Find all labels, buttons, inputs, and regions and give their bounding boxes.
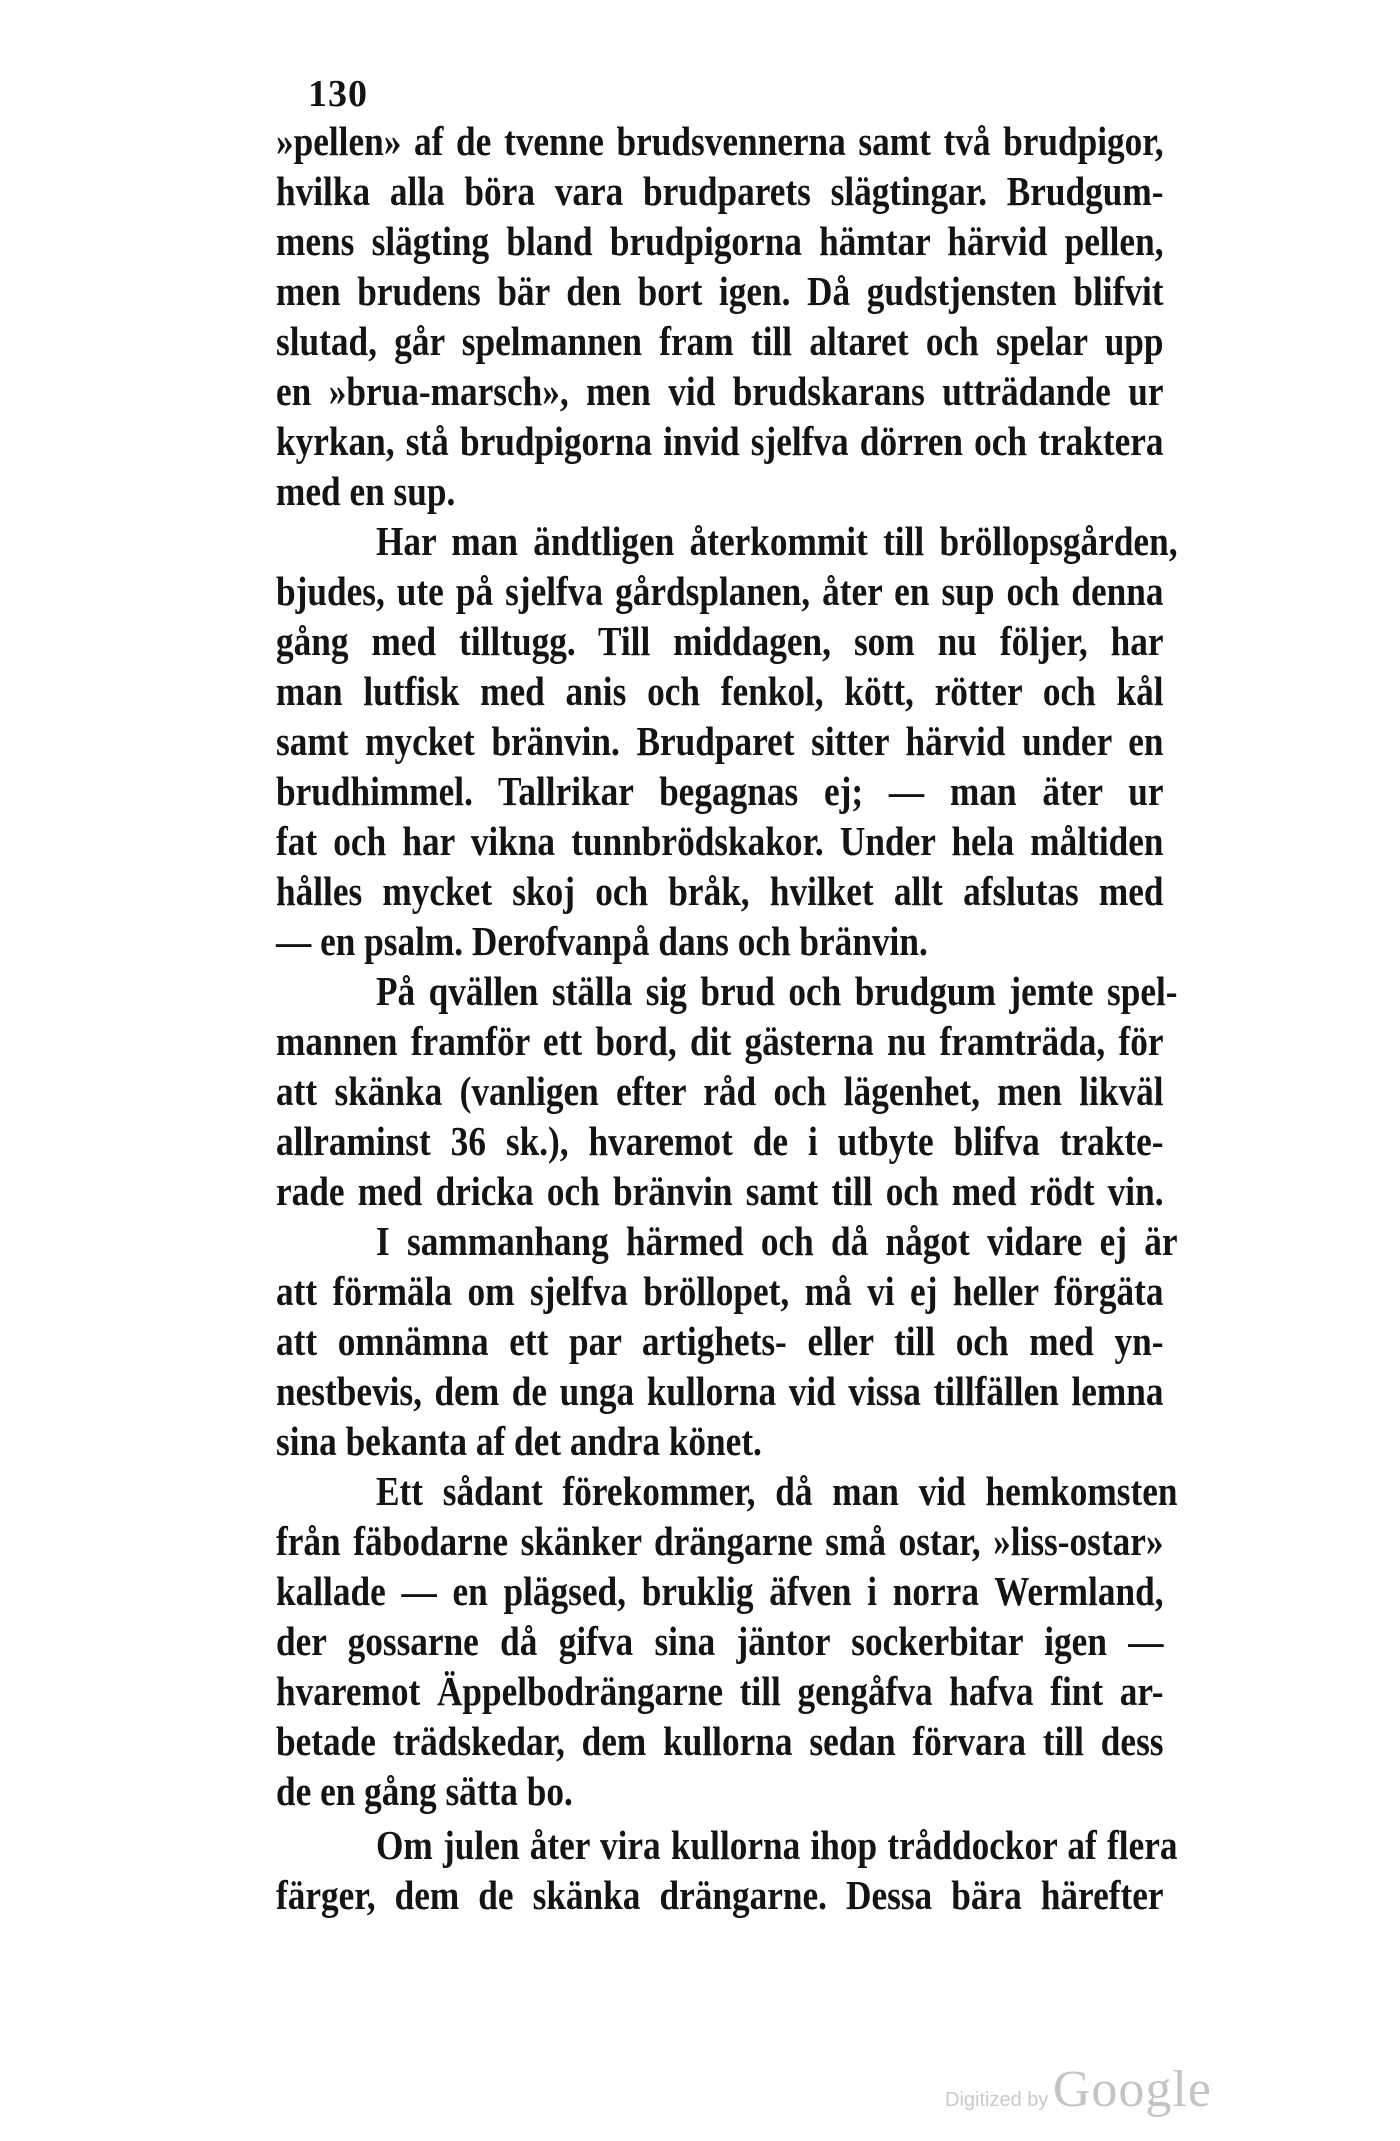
text-line: Om julen åter vira kullorna ihop tråddockor af flera — [376, 1822, 1178, 1868]
text-line: nestbevis, dem de unga kullorna vid vissa tillfällen lemna — [276, 1368, 1164, 1414]
text-line: färger, dem de skänka drängarne. Dessa bära härefter — [276, 1872, 1164, 1918]
text-line: de en gång sätta bo. — [276, 1768, 573, 1814]
text-line: allraminst 36 sk.), hvaremot de i utbyte blifva trakte- — [276, 1118, 1164, 1164]
text-line: På qvällen ställa sig brud och brudgum jemte spel- — [376, 968, 1178, 1014]
text-line: gång med tilltugg. Till middagen, som nu följer, har — [276, 618, 1164, 664]
text-line: brudhimmel. Tallrikar begagnas ej; — man äter ur — [276, 768, 1164, 814]
google-logo: Google — [1052, 2061, 1212, 2118]
text-line: man lutfisk med anis och fenkol, kött, rötter och kål — [276, 668, 1164, 714]
text-line: mannen framför ett bord, dit gästerna nu framträda, för — [276, 1018, 1164, 1064]
text-line: en »brua-marsch», men vid brudskarans utträdande ur — [276, 368, 1164, 414]
text-line: hvilka alla böra vara brudparets slägtingar. Brudgum- — [276, 168, 1164, 214]
text-line: kallade — en plägsed, bruklig äfven i norra Wermland, — [276, 1568, 1164, 1614]
text-line: slutad, går spelmannen fram till altaret och spelar upp — [276, 318, 1164, 364]
text-line: I sammanhang härmed och då något vidare ej är — [376, 1218, 1178, 1264]
text-line: betade trädskedar, dem kullorna sedan förvara till dess — [276, 1718, 1164, 1764]
text-line: sina bekanta af det andra könet. — [276, 1418, 762, 1464]
text-line: hålles mycket skoj och bråk, hvilket allt afslutas med — [276, 868, 1164, 914]
text-line: Ett sådant förekommer, då man vid hemkomsten — [376, 1468, 1178, 1514]
text-line: samt mycket bränvin. Brudparet sitter härvid under en — [276, 718, 1164, 764]
text-line: med en sup. — [276, 468, 456, 514]
text-line: kyrkan, stå brudpigorna invid sjelfva dörren och traktera — [276, 418, 1164, 464]
page-number: 130 — [308, 73, 368, 115]
text-line: der gossarne då gifva sina jäntor sockerbitar igen — — [276, 1618, 1164, 1664]
text-line: — en psalm. Derofvanpå dans och bränvin. — [276, 918, 928, 964]
watermark-prefix: Digitized by — [945, 2089, 1049, 2111]
text-line: Har man ändtligen återkommit till bröllopsgården, — [376, 518, 1178, 564]
text-line: från fäbodarne skänker drängarne små ostar, »liss-ostar» — [276, 1518, 1164, 1564]
text-line: att omnämna ett par artighets- eller till och med yn- — [276, 1318, 1164, 1364]
text-line: fat och har vikna tunnbrödskakor. Under hela måltiden — [276, 818, 1164, 864]
text-line: rade med dricka och bränvin samt till och med rödt vin. — [276, 1168, 1164, 1214]
text-line: »pellen» af de tvenne brudsvennerna samt två brudpigor, — [276, 118, 1164, 164]
text-line: att förmäla om sjelfva bröllopet, må vi ej heller förgäta — [276, 1268, 1164, 1314]
text-line: men brudens bär den bort igen. Då gudstjensten blifvit — [276, 268, 1164, 314]
text-line: hvaremot Äppelbodrängarne till gengåfva hafva fint ar- — [276, 1668, 1164, 1714]
text-line: att skänka (vanligen efter råd och lägenhet, men likväl — [276, 1068, 1164, 1114]
text-line: mens slägting bland brudpigorna hämtar härvid pellen, — [276, 218, 1164, 264]
digitized-by-watermark — [945, 2060, 1212, 2120]
text-line: bjudes, ute på sjelfva gårdsplanen, åter en sup och denna — [276, 568, 1164, 614]
